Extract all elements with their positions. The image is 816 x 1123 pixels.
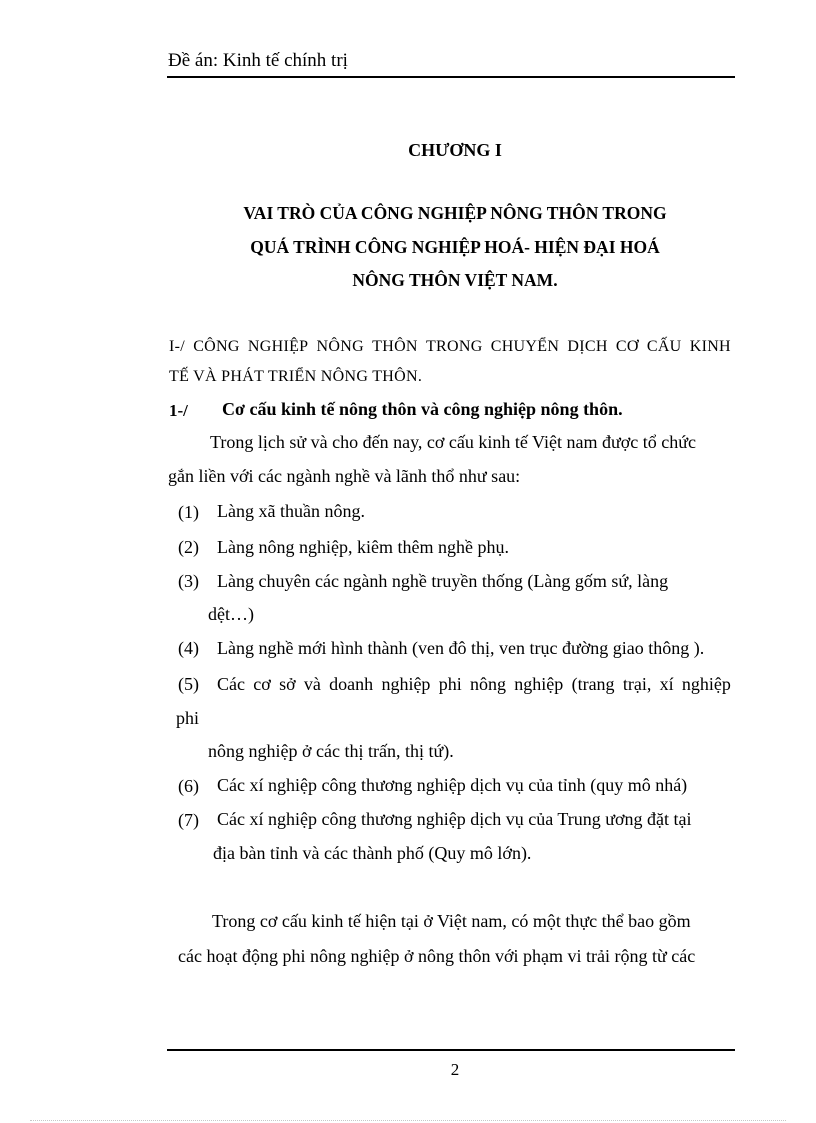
page-edge xyxy=(30,1120,786,1121)
list-word: nghiệp xyxy=(381,674,431,694)
list-item-number: (2) xyxy=(178,537,199,557)
list-word: phi xyxy=(438,674,462,694)
chapter-heading-line-2: QUÁ TRÌNH CÔNG NGHIỆP HOÁ- HIỆN ĐẠI HOÁ xyxy=(250,237,660,257)
section-word: CƠ xyxy=(615,338,639,355)
list-item-continuation: phi xyxy=(176,708,200,728)
header-divider xyxy=(167,76,735,78)
list-item-text: Các xí nghiệp công thương nghiệp dịch vụ của Trung ương đặt tại xyxy=(217,809,692,829)
section-word: CẤU xyxy=(646,338,682,355)
list-word: nông xyxy=(470,674,507,694)
subsection-title: Cơ cấu kinh tế nông thôn và công nghiệp nông thôn. xyxy=(222,399,623,419)
section-word: CHUYỂN xyxy=(490,338,560,355)
list-word: nghiệp xyxy=(681,674,731,694)
section-word: NÔNG xyxy=(316,338,364,355)
footer-divider xyxy=(167,1049,735,1051)
list-item-text: Làng chuyên các ngành nghề truyền thống (Làng gốm sứ, làng xyxy=(217,571,669,591)
list-word: xí xyxy=(659,674,674,694)
list-item-number: (6) xyxy=(178,776,199,796)
section-heading-line-1 xyxy=(169,338,731,356)
list-item-number: (7) xyxy=(178,810,199,830)
list-item-text: Làng nghề mới hình thành (ven đô thị, ven trục đường giao thông ). xyxy=(217,638,705,658)
section-word: I-/ xyxy=(169,338,186,355)
subsection-number: 1-/ xyxy=(169,401,188,420)
list-word: cơ xyxy=(253,674,271,694)
list-item-number: (3) xyxy=(178,571,199,591)
chapter-heading-line-3: NÔNG THÔN VIỆT NAM. xyxy=(352,270,558,290)
section-word: KINH xyxy=(689,338,731,355)
paragraph-2-line-1: Trong cơ cấu kinh tế hiện tại ở Việt nam, có một thực thể bao gồm xyxy=(212,911,691,931)
list-item-number: (5) xyxy=(178,674,199,694)
chapter-label: CHƯƠNG I xyxy=(408,140,502,160)
list-item-continuation: dệt…) xyxy=(208,604,254,624)
section-word: CÔNG xyxy=(193,338,240,355)
chapter-heading-line-1: VAI TRÒ CỦA CÔNG NGHIỆP NÔNG THÔN TRONG xyxy=(243,203,667,223)
section-word: NGHIỆP xyxy=(247,338,309,355)
list-word: (trang xyxy=(571,674,615,694)
section-heading-line-2: TẾ VÀ PHÁT TRIỂN NÔNG THÔN. xyxy=(169,368,423,385)
paragraph-1-line-1: Trong lịch sử và cho đến nay, cơ cấu kinh tế Việt nam được tổ chức xyxy=(210,432,696,452)
paragraph-1-line-2: gắn liền với các ngành nghề và lãnh thổ như sau: xyxy=(168,466,521,486)
list-item-number: (4) xyxy=(178,638,199,658)
section-word: TRONG xyxy=(425,338,483,355)
list-word: trại, xyxy=(622,674,652,694)
list-word: sở xyxy=(279,674,296,694)
list-word: nghiệp xyxy=(514,674,564,694)
section-word: THÔN xyxy=(372,338,418,355)
list-item-text: Các xí nghiệp công thương nghiệp dịch vụ của tỉnh (quy mô nhá) xyxy=(217,775,688,795)
list-word: Các xyxy=(217,674,245,694)
document-header-title: Đề án: Kinh tế chính trị xyxy=(168,50,348,71)
list-word: và xyxy=(303,674,321,694)
paragraph-2-line-2: các hoạt động phi nông nghiệp ở nông thôn với phạm vi trải rộng từ các xyxy=(178,946,696,966)
list-item-continuation: nông nghiệp ở các thị trấn, thị tứ). xyxy=(208,741,454,761)
list-item-text: Làng xã thuần nông. xyxy=(217,501,365,521)
page-number: 2 xyxy=(450,1060,460,1079)
list-item-text: Làng nông nghiệp, kiêm thêm nghề phụ. xyxy=(217,537,509,557)
list-item-text xyxy=(217,674,731,695)
section-word: DỊCH xyxy=(567,338,608,355)
list-item-number: (1) xyxy=(178,502,199,522)
list-word: doanh xyxy=(329,674,374,694)
list-item-continuation: địa bàn tỉnh và các thành phố (Quy mô lớn). xyxy=(213,843,532,863)
